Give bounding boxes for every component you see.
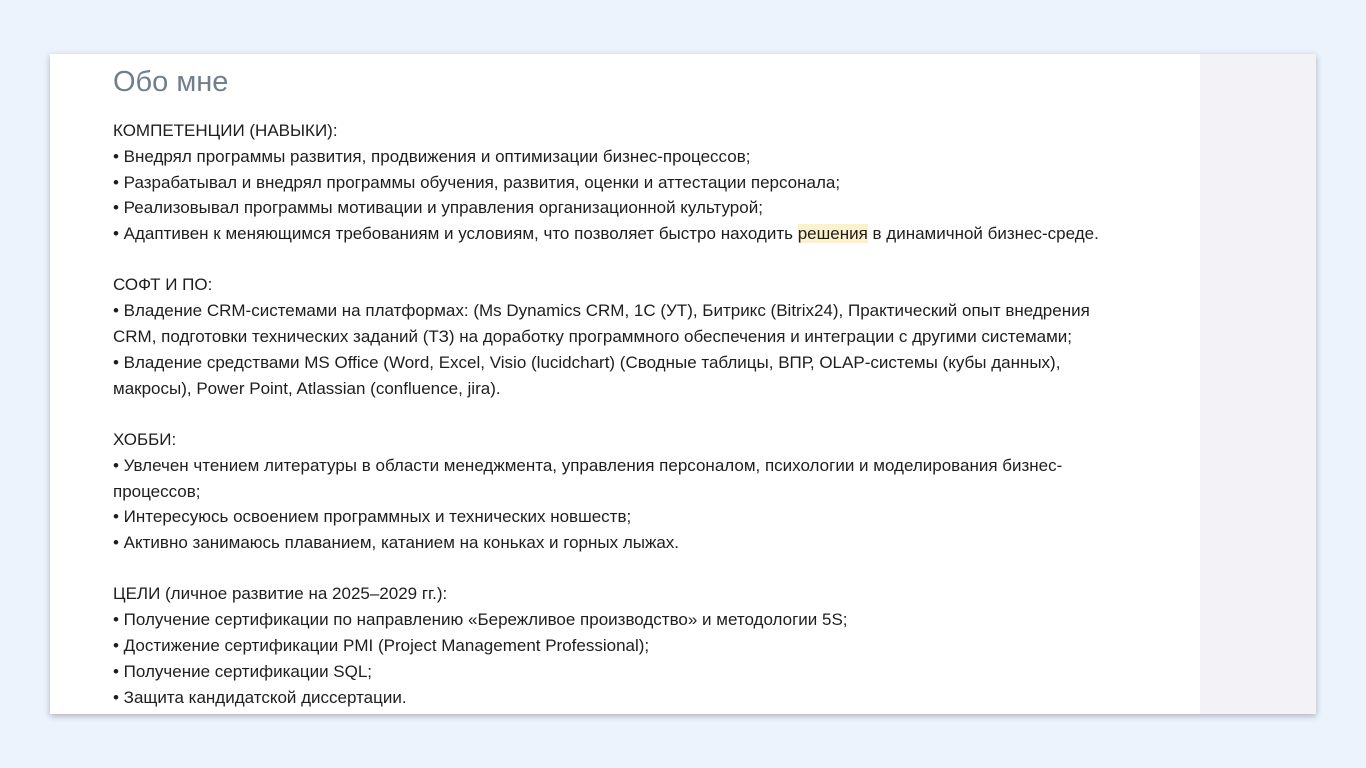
section-hobbies (113, 427, 1193, 556)
list-item: CRM, подготовки технических заданий (ТЗ) на доработку программного обеспечения и интеграции с другими системами; (113, 327, 1073, 347)
list-item: процессов; (113, 481, 201, 501)
list-item: • Разрабатывал и внедрял программы обучения, развития, оценки и аттестации персонала; (113, 172, 841, 192)
list-item: • Достижение сертификации PMI (Project Management Professional); (113, 636, 650, 656)
list-item: • Владение CRM-системами на платформах: (Ms Dynamics CRM, 1С (УТ), Битрикс (Bitrix24), Практический опыт внедрения (113, 301, 1090, 321)
section-header: СОФТ И ПО: (113, 275, 213, 295)
about-content (113, 64, 1193, 714)
section-software (113, 272, 1193, 401)
side-panel (1200, 54, 1316, 714)
list-item: • Интересуюсь освоением программных и технических новшеств; (113, 507, 632, 527)
section-goals (113, 581, 1193, 710)
highlighted-word: решения (797, 224, 868, 244)
text-before: • Адаптивен к меняющимся требованиям и условиям, что позволяет быстро находить (113, 224, 798, 244)
list-item: • Увлечен чтением литературы в области менеджмента, управления персоналом, психологии и моделирования бизнес- (113, 455, 1063, 475)
list-item: • Владение средствами MS Office (Word, Excel, Visio (lucidchart) (Сводные таблицы, ВПР, OLAP-системы (кубы данных), (113, 352, 1061, 372)
list-item: • Получение сертификации по направлению «Бережливое производство» и методологии 5S; (113, 610, 848, 630)
list-item: • Защита кандидатской диссертации. (113, 687, 407, 707)
section-header: КОМПЕТЕНЦИИ (НАВЫКИ): (113, 121, 338, 140)
list-item: • Внедрял программы развития, продвижения и оптимизации бизнес-процессов; (113, 146, 751, 166)
section-header: ЦЕЛИ (личное развитие на 2025–2029 гг.): (113, 584, 448, 604)
document-window (50, 54, 1316, 714)
section-header: ХОББИ: (113, 429, 177, 449)
list-item: • Реализовывал программы мотивации и управления организационной культурой; (113, 198, 763, 218)
section-competencies (113, 118, 1193, 247)
list-item: • Активно занимаюсь плаванием, катанием на коньках и горных лыжах. (113, 533, 680, 553)
list-item (113, 221, 1193, 247)
list-item: • Получение сертификации SQL; (113, 661, 373, 681)
list-item: макросы), Power Point, Atlassian (confluence, jira). (113, 378, 501, 398)
page-title: Обо мне (113, 66, 229, 98)
text-after: в динамичной бизнес-среде. (867, 224, 1099, 244)
